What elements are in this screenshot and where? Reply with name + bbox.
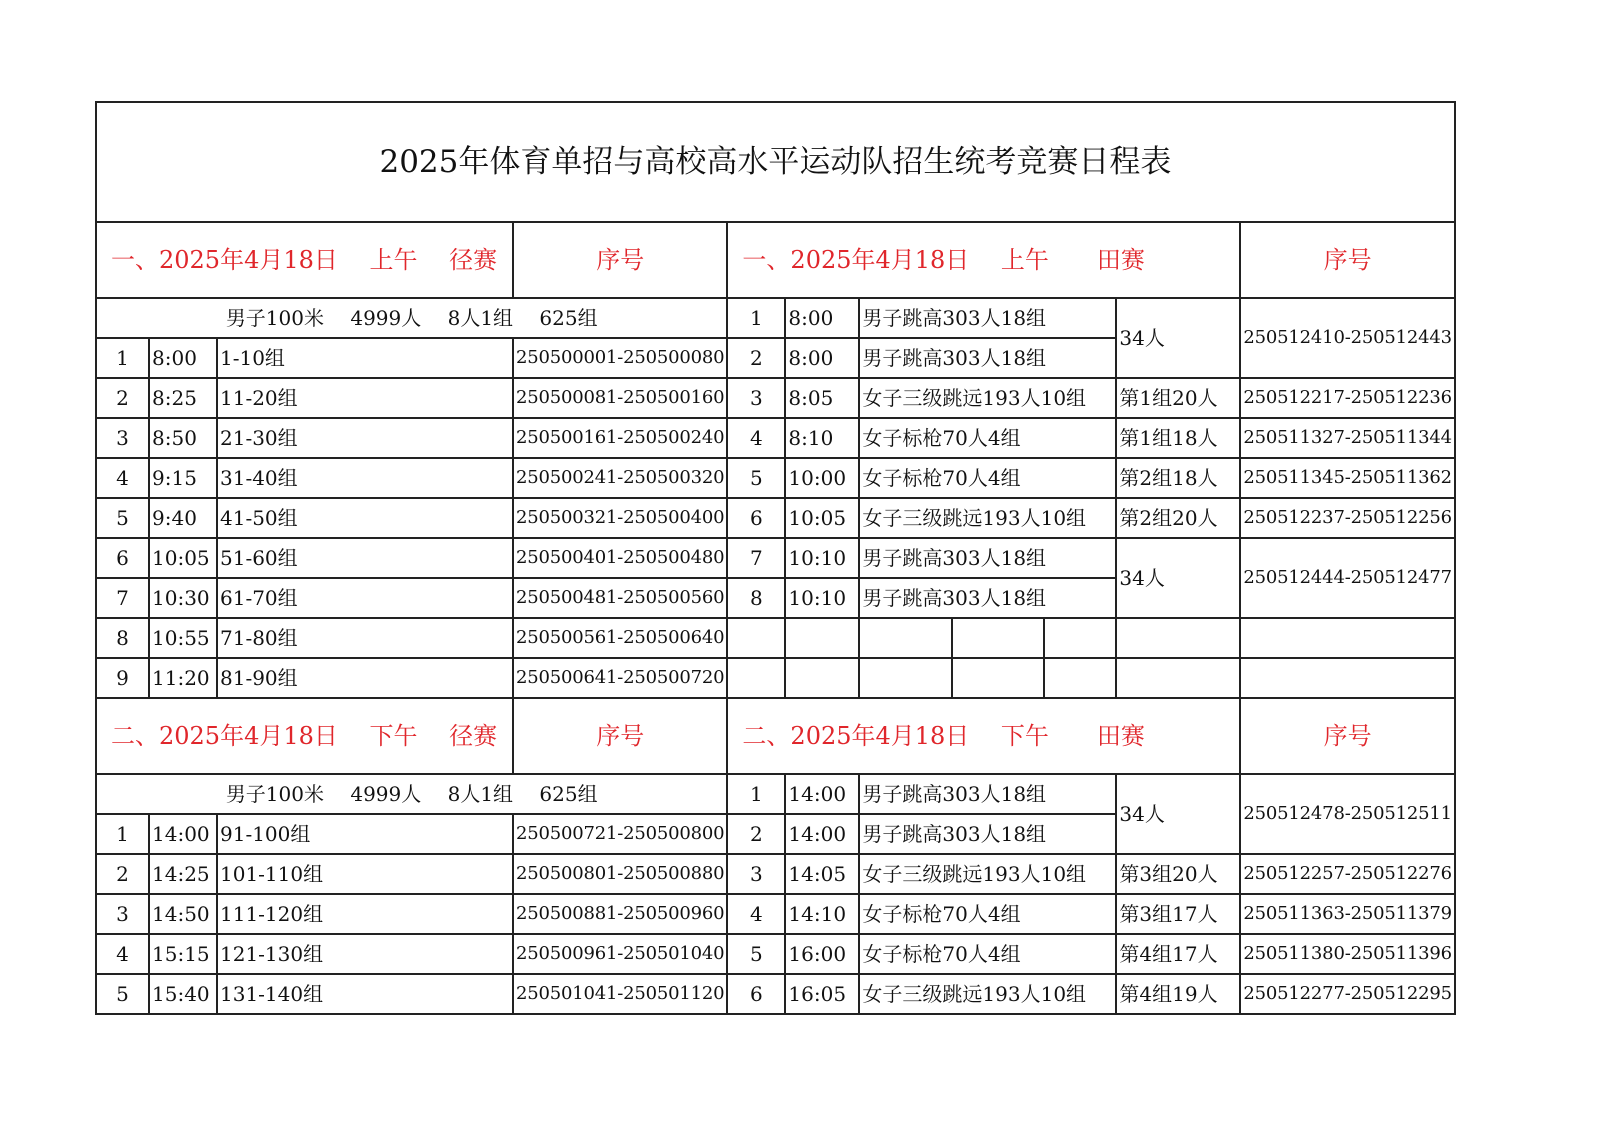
track-event-summary: 男子100米 4999人 8人1组 625组 <box>96 298 727 338</box>
track-groups: 51-60组 <box>217 538 513 578</box>
track-seq-range: 250500721-250500800 <box>513 814 727 854</box>
field-event: 女子标枪70人4组 <box>859 934 1116 974</box>
track-time: 9:40 <box>149 498 217 538</box>
field-seq-range: 250511327-250511344 <box>1240 418 1454 458</box>
track-groups: 41-50组 <box>217 498 513 538</box>
track-seq-range: 250500481-250500560 <box>513 578 727 618</box>
schedule-document <box>95 101 1456 1015</box>
field-event: 女子三级跳远193人10组 <box>859 378 1116 418</box>
track-no: 4 <box>96 934 149 974</box>
track-seq-range: 250500001-250500080 <box>513 338 727 378</box>
field-no: 2 <box>727 338 785 378</box>
field-time: 10:00 <box>785 458 859 498</box>
track-groups: 11-20组 <box>217 378 513 418</box>
track-no: 9 <box>96 658 149 698</box>
table-row <box>96 378 1455 418</box>
field-group-count: 第3组20人 <box>1116 854 1240 894</box>
table-row <box>96 418 1455 458</box>
track-time: 14:00 <box>149 814 217 854</box>
table-row <box>96 458 1455 498</box>
track-time: 10:05 <box>149 538 217 578</box>
table-row <box>96 974 1455 1014</box>
field-group-count: 第1组18人 <box>1116 418 1240 458</box>
track-no: 5 <box>96 498 149 538</box>
track-seq-range: 250500881-250500960 <box>513 894 727 934</box>
track-event-summary: 男子100米 4999人 8人1组 625组 <box>96 774 727 814</box>
table-row <box>96 618 1455 658</box>
field-seq-range: 250511345-250511362 <box>1240 458 1454 498</box>
field-group-count: 34人 <box>1116 774 1240 854</box>
field-time: 14:10 <box>785 894 859 934</box>
section-header-row <box>96 222 1455 298</box>
track-seq-range: 250500641-250500720 <box>513 658 727 698</box>
track-time: 15:40 <box>149 974 217 1014</box>
track-time: 15:15 <box>149 934 217 974</box>
track-no: 2 <box>96 378 149 418</box>
track-no: 2 <box>96 854 149 894</box>
track-groups: 21-30组 <box>217 418 513 458</box>
field-time: 8:00 <box>785 338 859 378</box>
field-event: 女子标枪70人4组 <box>859 894 1116 934</box>
field-no: 6 <box>727 498 785 538</box>
track-no: 6 <box>96 538 149 578</box>
field-seq-header: 序号 <box>1240 222 1454 298</box>
document-title: 2025年体育单招与高校高水平运动队招生统考竞赛日程表 <box>96 102 1455 222</box>
track-seq-range: 250501041-250501120 <box>513 974 727 1014</box>
field-seq-range: 250512257-250512276 <box>1240 854 1454 894</box>
field-event: 男子跳高303人18组 <box>859 814 1116 854</box>
track-no: 3 <box>96 894 149 934</box>
track-seq-range: 250500801-250500880 <box>513 854 727 894</box>
field-no: 5 <box>727 458 785 498</box>
track-seq-range: 250500161-250500240 <box>513 418 727 458</box>
empty-cell <box>859 658 952 698</box>
field-time: 16:05 <box>785 974 859 1014</box>
empty-cell <box>952 618 1044 658</box>
section-header-row <box>96 698 1455 774</box>
field-no: 2 <box>727 814 785 854</box>
empty-cell <box>1116 658 1240 698</box>
field-group-count: 第2组20人 <box>1116 498 1240 538</box>
schedule-table <box>95 101 1456 1015</box>
empty-cell <box>1116 618 1240 658</box>
track-section-header: 一、2025年4月18日 上午 径赛 <box>96 222 513 298</box>
field-time: 8:05 <box>785 378 859 418</box>
empty-cell <box>952 658 1044 698</box>
empty-cell <box>1044 618 1116 658</box>
track-no: 7 <box>96 578 149 618</box>
table-row <box>96 774 1455 814</box>
track-no: 1 <box>96 814 149 854</box>
field-seq-range: 250512237-250512256 <box>1240 498 1454 538</box>
field-event: 男子跳高303人18组 <box>859 338 1116 378</box>
track-seq-range: 250500241-250500320 <box>513 458 727 498</box>
table-row <box>96 894 1455 934</box>
field-seq-range: 250512444-250512477 <box>1240 538 1454 618</box>
track-seq-range: 250500081-250500160 <box>513 378 727 418</box>
field-time: 8:10 <box>785 418 859 458</box>
field-time: 14:00 <box>785 774 859 814</box>
track-groups: 61-70组 <box>217 578 513 618</box>
empty-cell <box>1240 658 1454 698</box>
field-event: 女子三级跳远193人10组 <box>859 854 1116 894</box>
field-time: 10:05 <box>785 498 859 538</box>
track-time: 14:50 <box>149 894 217 934</box>
track-section-header: 二、2025年4月18日 下午 径赛 <box>96 698 513 774</box>
field-no: 7 <box>727 538 785 578</box>
track-no: 8 <box>96 618 149 658</box>
field-no: 5 <box>727 934 785 974</box>
track-time: 11:20 <box>149 658 217 698</box>
field-event: 女子三级跳远193人10组 <box>859 498 1116 538</box>
field-event: 女子标枪70人4组 <box>859 458 1116 498</box>
field-seq-header: 序号 <box>1240 698 1454 774</box>
empty-cell <box>1240 618 1454 658</box>
track-time: 9:15 <box>149 458 217 498</box>
track-time: 8:50 <box>149 418 217 458</box>
table-row <box>96 854 1455 894</box>
empty-cell <box>785 618 859 658</box>
field-seq-range: 250512217-250512236 <box>1240 378 1454 418</box>
track-groups: 121-130组 <box>217 934 513 974</box>
field-time: 14:00 <box>785 814 859 854</box>
track-time: 14:25 <box>149 854 217 894</box>
field-event: 男子跳高303人18组 <box>859 538 1116 578</box>
track-time: 8:25 <box>149 378 217 418</box>
field-group-count: 第4组19人 <box>1116 974 1240 1014</box>
table-row <box>96 298 1455 338</box>
track-time: 10:30 <box>149 578 217 618</box>
field-no: 6 <box>727 974 785 1014</box>
track-groups: 91-100组 <box>217 814 513 854</box>
field-group-count: 第3组17人 <box>1116 894 1240 934</box>
field-seq-range: 250512277-250512295 <box>1240 974 1454 1014</box>
field-group-count: 34人 <box>1116 298 1240 378</box>
track-groups: 71-80组 <box>217 618 513 658</box>
track-groups: 101-110组 <box>217 854 513 894</box>
track-groups: 131-140组 <box>217 974 513 1014</box>
empty-cell <box>727 658 785 698</box>
field-no: 1 <box>727 774 785 814</box>
track-groups: 81-90组 <box>217 658 513 698</box>
field-section-header: 一、2025年4月18日 上午 田赛 <box>727 222 1240 298</box>
field-event: 女子三级跳远193人10组 <box>859 974 1116 1014</box>
field-no: 3 <box>727 854 785 894</box>
track-seq-range: 250500401-250500480 <box>513 538 727 578</box>
table-row <box>96 498 1455 538</box>
field-time: 10:10 <box>785 538 859 578</box>
field-event: 男子跳高303人18组 <box>859 774 1116 814</box>
field-event: 女子标枪70人4组 <box>859 418 1116 458</box>
field-event: 男子跳高303人18组 <box>859 578 1116 618</box>
track-seq-range: 250500321-250500400 <box>513 498 727 538</box>
empty-cell <box>727 618 785 658</box>
table-row <box>96 658 1455 698</box>
field-time: 10:10 <box>785 578 859 618</box>
field-time: 8:00 <box>785 298 859 338</box>
empty-cell <box>785 658 859 698</box>
track-groups: 1-10组 <box>217 338 513 378</box>
field-time: 14:05 <box>785 854 859 894</box>
table-row <box>96 538 1455 578</box>
track-time: 8:00 <box>149 338 217 378</box>
table-row <box>96 934 1455 974</box>
field-seq-range: 250511380-250511396 <box>1240 934 1454 974</box>
field-no: 1 <box>727 298 785 338</box>
field-event: 男子跳高303人18组 <box>859 298 1116 338</box>
track-seq-range: 250500561-250500640 <box>513 618 727 658</box>
field-seq-range: 250512410-250512443 <box>1240 298 1454 378</box>
track-seq-header: 序号 <box>513 698 727 774</box>
track-no: 5 <box>96 974 149 1014</box>
field-group-count: 第1组20人 <box>1116 378 1240 418</box>
track-groups: 31-40组 <box>217 458 513 498</box>
track-seq-range: 250500961-250501040 <box>513 934 727 974</box>
empty-cell <box>859 618 952 658</box>
track-no: 1 <box>96 338 149 378</box>
empty-cell <box>1044 658 1116 698</box>
field-group-count: 34人 <box>1116 538 1240 618</box>
field-no: 4 <box>727 894 785 934</box>
field-no: 8 <box>727 578 785 618</box>
track-no: 4 <box>96 458 149 498</box>
field-time: 16:00 <box>785 934 859 974</box>
track-groups: 111-120组 <box>217 894 513 934</box>
field-section-header: 二、2025年4月18日 下午 田赛 <box>727 698 1240 774</box>
track-time: 10:55 <box>149 618 217 658</box>
field-seq-range: 250511363-250511379 <box>1240 894 1454 934</box>
field-group-count: 第4组17人 <box>1116 934 1240 974</box>
field-no: 4 <box>727 418 785 458</box>
track-no: 3 <box>96 418 149 458</box>
track-seq-header: 序号 <box>513 222 727 298</box>
field-seq-range: 250512478-250512511 <box>1240 774 1454 854</box>
field-group-count: 第2组18人 <box>1116 458 1240 498</box>
field-no: 3 <box>727 378 785 418</box>
